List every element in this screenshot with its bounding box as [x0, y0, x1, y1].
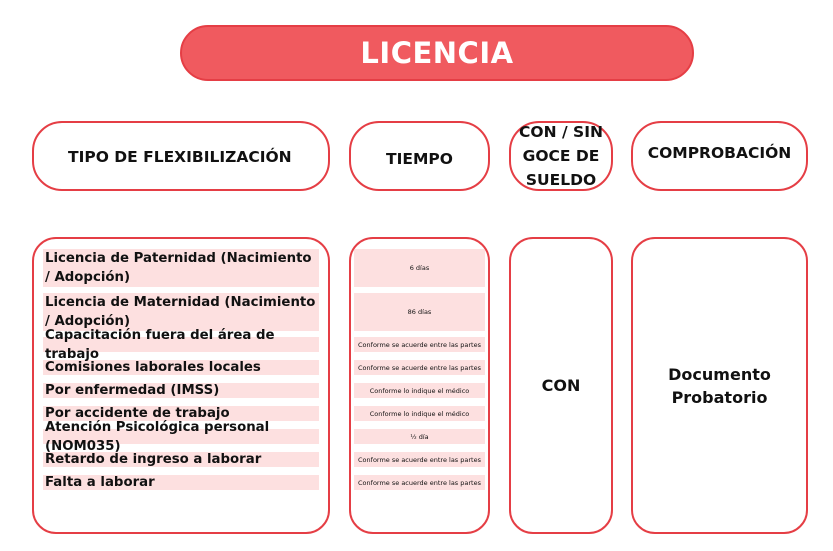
- tipo-row: [43, 475, 319, 490]
- header-tipo-label: TIPO DE FLEXIBILIZACIÓN: [68, 148, 292, 166]
- tiempo-row: [354, 249, 485, 287]
- tiempo-row: [354, 429, 485, 444]
- tiempo-row: [354, 293, 485, 331]
- title-banner: [180, 25, 694, 81]
- tipo-text: Atención Psicológica personal (NOM035): [45, 419, 270, 454]
- header-tiempo: [349, 121, 490, 191]
- page-title: LICENCIA: [360, 36, 514, 70]
- con-sin-box: [509, 237, 613, 534]
- tipo-text: Retardo de ingreso a laborar: [45, 452, 262, 467]
- tipo-list: [32, 237, 330, 534]
- tiempo-row: [354, 475, 485, 490]
- tiempo-text: Conforme se acuerde entre las partes: [358, 478, 481, 487]
- tipo-text: Por enfermedad (IMSS): [45, 383, 220, 398]
- tipo-text: Licencia de Maternidad (Nacimiento / Adopción): [45, 295, 316, 329]
- header-comprobacion-label: COMPROBACIÓN: [647, 144, 792, 162]
- tipo-text: Licencia de Paternidad (Nacimiento / Adopción): [45, 251, 312, 285]
- tipo-row: [43, 383, 319, 398]
- tiempo-row: [354, 383, 485, 398]
- tiempo-text: Conforme lo indique el médico: [369, 409, 470, 418]
- header-con-sin-label: CON / SIN GOCE DE SUELDO: [519, 123, 603, 189]
- con-sin-value: CON: [541, 376, 581, 395]
- tiempo-text: Conforme lo indique el médico: [369, 386, 470, 395]
- tiempo-text: Conforme se acuerde entre las partes: [358, 455, 481, 464]
- tiempo-text: 86 días: [407, 308, 432, 316]
- tiempo-text: ½ día: [410, 432, 429, 441]
- tipo-row: [43, 327, 319, 362]
- tiempo-row: [354, 406, 485, 421]
- comprobacion-value: Documento Probatorio: [668, 364, 771, 407]
- tipo-text: Capacitación fuera del área de trabajo: [45, 327, 275, 362]
- tiempo-row: [354, 360, 485, 375]
- header-tiempo-label: TIEMPO: [386, 150, 453, 168]
- header-comprobacion: [631, 121, 808, 191]
- header-tipo: [32, 121, 330, 191]
- tiempo-text: Conforme se acuerde entre las partes: [358, 363, 481, 372]
- tipo-text: Falta a laborar: [45, 475, 155, 490]
- tiempo-text: 6 días: [409, 264, 430, 272]
- tipo-text: Por accidente de trabajo: [45, 406, 230, 421]
- tiempo-list: [349, 237, 490, 534]
- tiempo-row: [354, 337, 485, 352]
- tiempo-text: Conforme se acuerde entre las partes: [358, 340, 481, 349]
- tipo-text: Comisiones laborales locales: [45, 360, 261, 375]
- header-con-sin: [509, 121, 613, 191]
- tiempo-row: [354, 452, 485, 467]
- comprobacion-box: [631, 237, 808, 534]
- tipo-row: [43, 249, 319, 287]
- tipo-row: [43, 419, 319, 454]
